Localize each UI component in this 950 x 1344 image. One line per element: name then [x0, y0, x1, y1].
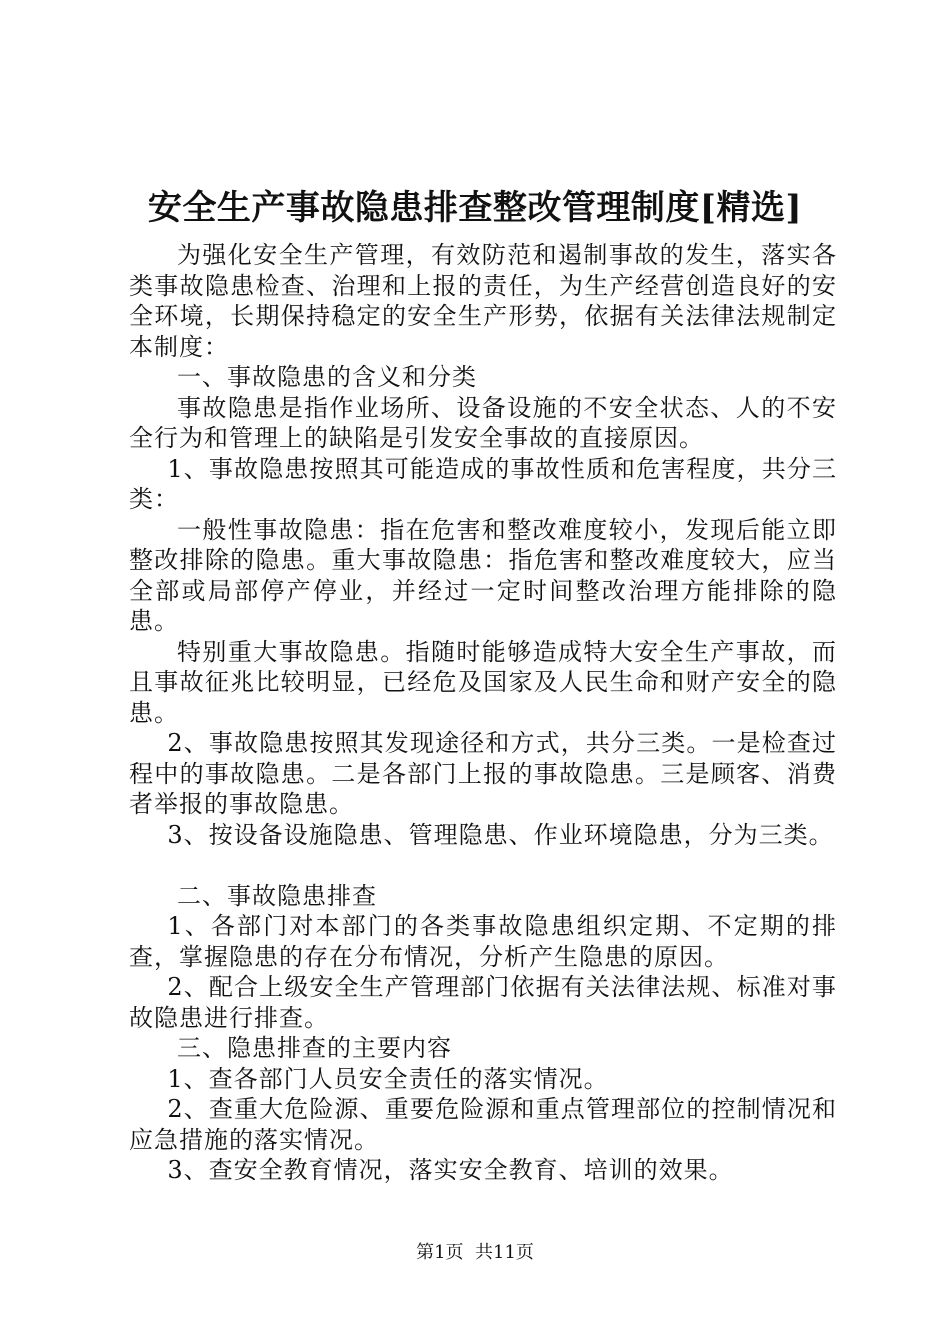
list-item-1-2: 2、事故隐患按照其发现途径和方式，共分三类。一是检查过程中的事故隐患。二是各部门上报的事故隐患。三是顾客、消费者举报的事故隐患。 [129, 729, 837, 818]
paragraph-definition: 事故隐患是指作业场所、设备设施的不安全状态、人的不安全行为和管理上的缺陷是引发安全事故的直接原因。 [129, 393, 837, 452]
list-item-2-1: 1、各部门对本部门的各类事故隐患组织定期、不定期的排查，掌握隐患的存在分布情况，分析产生隐患的原因。 [129, 912, 837, 971]
list-item-1-3: 3、按设备设施隐患、管理隐患、作业环境隐患，分为三类。 [167, 820, 834, 849]
section-heading-2: 二、事故隐患排查 [177, 881, 377, 910]
section-heading-3: 三、隐患排查的主要内容 [177, 1034, 452, 1062]
list-item-3-3: 3、查安全教育情况，落实安全教育、培训的效果。 [167, 1156, 734, 1184]
paragraph-general-hazard: 一般性事故隐患：指在危害和整改难度较小，发现后能立即整改排除的隐患。重大事故隐患：指危害和整改难度较大，应当全部或局部停产停业，并经过一定时间整改治理方能排除的隐患。 [129, 515, 837, 635]
page-number-footer: 第1页 共11页 [416, 1242, 534, 1263]
document-title: 安全生产事故隐患排查整改管理制度[精选] [147, 188, 803, 228]
list-item-1-1: 1、事故隐患按照其可能造成的事故性质和危害程度，共分三类： [129, 454, 837, 513]
list-item-3-1: 1、查各部门人员安全责任的落实情况。 [167, 1064, 609, 1093]
document-body [129, 240, 837, 1186]
paragraph-special-hazard: 特别重大事故隐患。指随时能够造成特大安全生产事故，而且事故征兆比较明显，已经危及国家及人民生命和财产安全的隐患。 [129, 637, 837, 727]
paragraph-intro: 为强化安全生产管理，有效防范和遏制事故的发生，落实各类事故隐患检查、治理和上报的责任，为生产经营创造良好的安全环境，长期保持稳定的安全生产形势，依据有关法律法规制定本制度： [129, 241, 837, 361]
blank-line [129, 850, 837, 881]
list-item-3-2: 2、查重大危险源、重要危险源和重点管理部位的控制情况和应急措施的落实情况。 [129, 1095, 837, 1154]
section-heading-1: 一、事故隐患的含义和分类 [177, 363, 477, 391]
list-item-2-2: 2、配合上级安全生产管理部门依据有关法律法规、标准对事故隐患进行排查。 [129, 973, 837, 1032]
